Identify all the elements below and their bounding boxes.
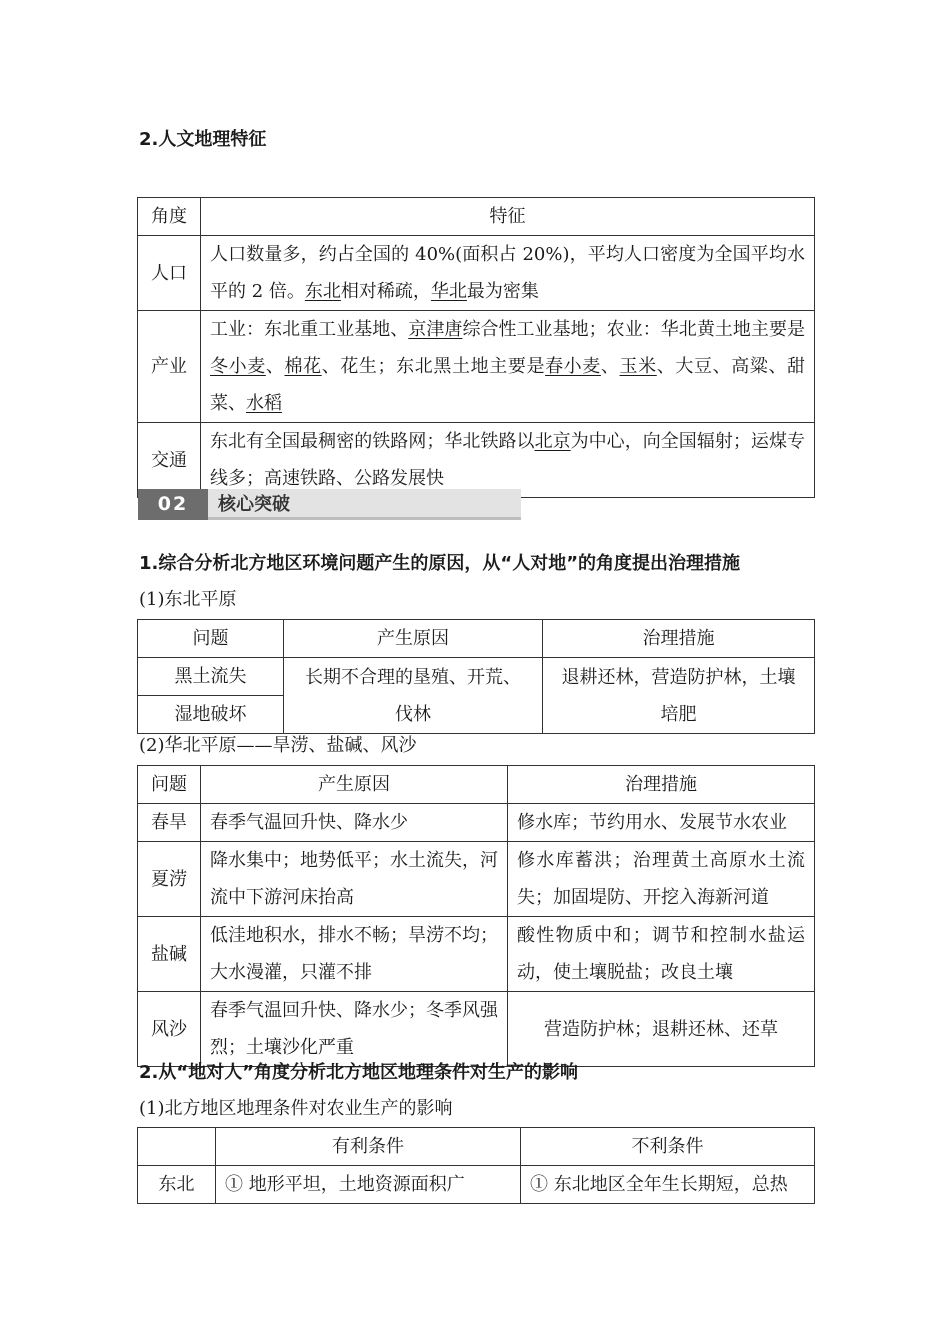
key-term: 棉花 xyxy=(284,356,322,377)
section-title-humanities: 2.人文地理特征 xyxy=(139,129,267,150)
problem-cell: 春旱 xyxy=(138,804,201,842)
transport-features: 东北有全国最稠密的铁路网；华北铁路以北京为中心，向全国辐射；运煤专线多；高速铁路、公路发展快 xyxy=(201,423,815,498)
table-header-cell xyxy=(138,1128,216,1166)
problem-cell: 湿地破坏 xyxy=(138,696,284,734)
core-breakthrough-banner xyxy=(138,489,521,522)
humanities-table xyxy=(137,197,815,498)
measure-cell: 营造防护林；退耕还林、还草 xyxy=(508,992,815,1067)
unfavorable-cell: ① 东北地区全年生长期短，总热 xyxy=(521,1166,815,1204)
key-term: 北京 xyxy=(534,431,571,452)
key-term: 京津唐 xyxy=(408,319,463,340)
subheading-agriculture-conditions: (1)北方地区地理条件对农业生产的影响 xyxy=(139,1098,453,1119)
row-label-transport: 交通 xyxy=(138,423,201,498)
banner-number: 02 xyxy=(138,489,208,520)
key-term: 玉米 xyxy=(619,356,657,377)
table-header-cell: 治理措施 xyxy=(508,766,815,804)
subheading-north-china-plain: (2)华北平原——旱涝、盐碱、风沙 xyxy=(139,735,417,756)
cause-cell: 春季气温回升快、降水少；冬季风强烈；土壤沙化严重 xyxy=(201,992,508,1067)
northeast-plain-table xyxy=(137,619,815,734)
region-cell: 东北 xyxy=(138,1166,216,1204)
industry-features: 工业：东北重工业基地、京津唐综合性工业基地；农业：华北黄土地主要是冬小麦、棉花、花生；东北黑土地主要是春小麦、玉米、大豆、高粱、甜菜、水稻 xyxy=(201,311,815,423)
problem-cell: 盐碱 xyxy=(138,917,201,992)
key-term: 东北 xyxy=(304,281,341,302)
key-term: 水稻 xyxy=(246,393,282,414)
measure-cell: 退耕还林，营造防护林，土壤培肥 xyxy=(543,658,815,734)
cause-cell: 低洼地积水，排水不畅；旱涝不均；大水漫灌，只灌不排 xyxy=(201,917,508,992)
table-header-cell: 治理措施 xyxy=(543,620,815,658)
table-header-cell: 不利条件 xyxy=(521,1128,815,1166)
table-header-cell: 角度 xyxy=(138,198,201,236)
table-header-cell: 问题 xyxy=(138,766,201,804)
table-header-cell: 问题 xyxy=(138,620,284,658)
key-term: 华北 xyxy=(430,281,467,302)
favorable-cell: ① 地形平坦，土地资源面积广 xyxy=(216,1166,521,1204)
measure-cell: 酸性物质中和；调节和控制水盐运动，使土壤脱盐；改良土壤 xyxy=(508,917,815,992)
subheading-northeast-plain: (1)东北平原 xyxy=(139,589,237,610)
agriculture-conditions-table xyxy=(137,1127,815,1204)
measure-cell: 修水库蓄洪；治理黄土高原水土流失；加固堤防、开挖入海新河道 xyxy=(508,842,815,917)
question-1-title: 1.综合分析北方地区环境问题产生的原因，从“人对地”的角度提出治理措施 xyxy=(139,553,741,574)
question-2-title: 2.从“地对人”角度分析北方地区地理条件对生产的影响 xyxy=(139,1062,579,1083)
table-header-cell: 产生原因 xyxy=(284,620,543,658)
north-china-plain-table xyxy=(137,765,815,1067)
problem-cell: 夏涝 xyxy=(138,842,201,917)
measure-cell: 修水库；节约用水、发展节水农业 xyxy=(508,804,815,842)
cause-cell: 长期不合理的垦殖、开荒、伐林 xyxy=(284,658,543,734)
key-term: 春小麦 xyxy=(545,356,601,377)
table-header-cell: 产生原因 xyxy=(201,766,508,804)
problem-cell: 黑土流失 xyxy=(138,658,284,696)
problem-cell: 风沙 xyxy=(138,992,201,1067)
cause-cell: 春季气温回升快、降水少 xyxy=(201,804,508,842)
banner-title: 核心突破 xyxy=(218,494,290,515)
cause-cell: 降水集中；地势低平；水土流失，河流中下游河床抬高 xyxy=(201,842,508,917)
key-term: 冬小麦 xyxy=(210,356,266,377)
population-features: 人口数量多，约占全国的 40%(面积占 20%)，平均人口密度为全国平均水平的 2 倍。东北相对稀疏，华北最为密集 xyxy=(201,236,815,311)
row-label-population: 人口 xyxy=(138,236,201,311)
table-header-cell: 特征 xyxy=(201,198,815,236)
row-label-industry: 产业 xyxy=(138,311,201,423)
table-header-cell: 有利条件 xyxy=(216,1128,521,1166)
